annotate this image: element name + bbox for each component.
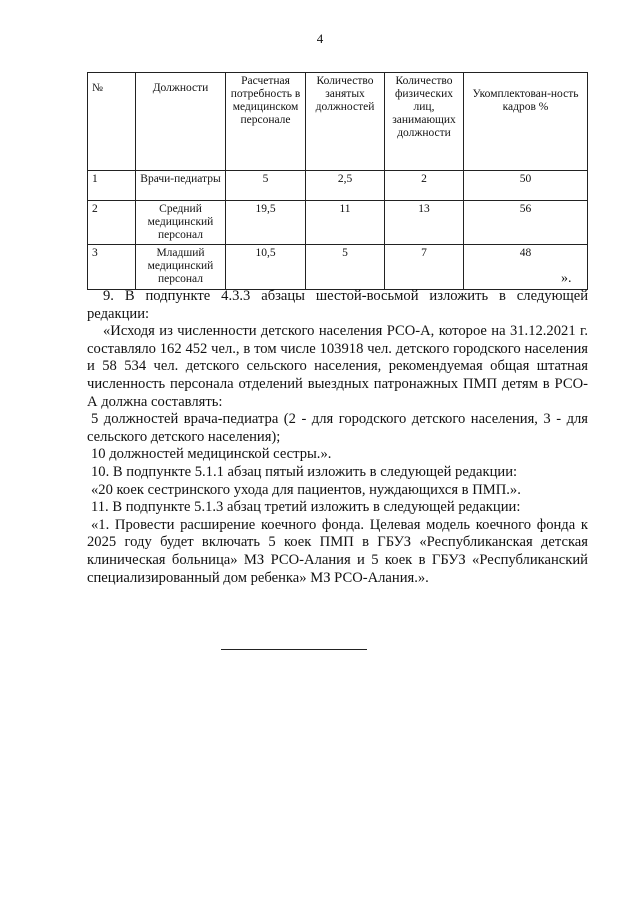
table-cell-number: 1	[88, 171, 136, 201]
header-physical-persons: Количество физических лиц, занимающих должности	[385, 73, 464, 171]
header-occupied-positions: Количество занятых должностей	[306, 73, 385, 171]
signature-line	[221, 649, 367, 650]
table-header-row	[88, 73, 588, 171]
table-cell-estimated-need: 5	[226, 171, 306, 201]
table-row	[88, 171, 588, 201]
header-estimated-need: Расчетная потребность в медицинском персонале	[226, 73, 306, 171]
paragraph-item-9: 9. В подпункте 4.3.3 абзацы шестой-восьмой изложить в следующей редакции:	[87, 288, 588, 322]
header-position: Должности	[136, 73, 226, 171]
table-cell-physical-persons: 13	[385, 201, 464, 245]
table-cell-occupied-positions: 2,5	[306, 171, 385, 201]
paragraph-quote-population: «Исходя из численности детского населения РСО-А, которое на 31.12.2021 г. составляло 162 452 чел., в том числе 103918 чел. детского городского населения и 58 534 чел. детского сельского населения, рекомендуемая общая штатная численность персонала отделений выездных патронажных ПМП детям в РСО-А должна составлять:	[87, 323, 588, 410]
paragraph-bed-fund-expansion: «1. Провести расширение коечного фонда. Целевая модель коечного фонда к 2025 году будет включать 5 коек ПМП в ГБУЗ «Республиканская детская клиническая больница» МЗ РСО-Алания и 5 коек в ГБУЗ «Республиканский специализированный дом ребенка» МЗ РСО-Алания.».	[87, 516, 588, 586]
table-cell-position: Врачи-педиатры	[136, 171, 226, 201]
staffing-table	[87, 72, 588, 290]
document-body	[87, 288, 588, 587]
table-closing-quote: ».	[561, 271, 572, 286]
table-cell-physical-persons: 2	[385, 171, 464, 201]
paragraph-item-10: 10. В подпункте 5.1.1 абзац пятый изложить в следующей редакции:	[91, 463, 518, 480]
page-number: 4	[316, 31, 324, 46]
table-cell-estimated-need: 10,5	[226, 245, 306, 290]
table-cell-staffing-level: 48	[464, 245, 588, 290]
table-cell-physical-persons: 7	[385, 245, 464, 290]
table-cell-staffing-level: 56	[464, 201, 588, 245]
header-number: №	[88, 73, 136, 171]
table-row	[88, 245, 588, 290]
paragraph-nurse-positions: 10 должностей медицинской сестры.».	[91, 446, 332, 463]
paragraph-nursing-beds: «20 коек сестринского ухода для пациентов, нуждающихся в ПМП.».	[91, 481, 521, 498]
paragraph-item-11: 11. В подпункте 5.1.3 абзац третий изложить в следующей редакции:	[91, 499, 521, 516]
table-cell-occupied-positions: 11	[306, 201, 385, 245]
table-cell-estimated-need: 19,5	[226, 201, 306, 245]
table-cell-number: 2	[88, 201, 136, 245]
header-staffing-level: Укомплектован-ность кадров %	[464, 73, 588, 171]
table-row	[88, 201, 588, 245]
table-cell-occupied-positions: 5	[306, 245, 385, 290]
table-cell-number: 3	[88, 245, 136, 290]
paragraph-pediatrician-positions: 5 должностей врача-педиатра (2 - для городского детского населения, 3 - для сельского детского населения);	[87, 411, 588, 445]
table-cell-staffing-level: 50	[464, 171, 588, 201]
table-cell-position: Младший медицинский персонал	[136, 245, 226, 290]
table-cell-position: Средний медицинский персонал	[136, 201, 226, 245]
